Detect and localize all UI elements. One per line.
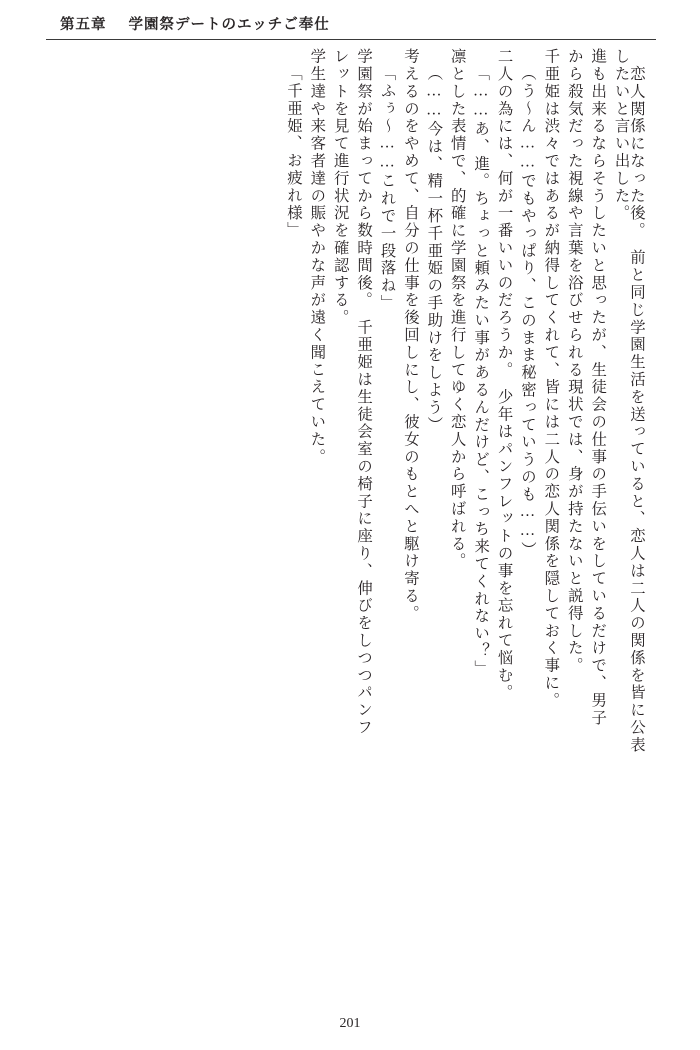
text-column: 凛とした表情で、的確に学園祭を進行してゆく恋人から呼ばれる。 (448, 48, 466, 570)
text-column: 学生達や来客者達の賑やかな声が遠く聞こえていた。 (308, 48, 326, 466)
running-header-text (60, 13, 330, 34)
page-number: 201 (339, 1016, 361, 1031)
text-column: 「……あ、進。ちょっと頼みたい事があるんだけど、こっち来てくれない？」 (472, 65, 490, 678)
text-column: 千亜姫は渋々ではあるが納得してくれて、皆には二人の恋人関係を隠しておく事に。 (542, 48, 560, 710)
text-column: 進も出来るならそうしたいと思ったが、生徒会の仕事の手伝いをしているだけで、男子 (589, 48, 607, 727)
text-column: 学園祭が始まってから数時間後。 千亜姫は生徒会室の椅子に座り、伸びをしつつパンフ (355, 48, 373, 737)
running-header (46, 10, 656, 40)
chapter-label: 第五章 (60, 17, 107, 33)
text-column: 二人の為には、何が一番いいのだろうか。 少年はパンフレットの事を忘れて悩む。 (495, 48, 513, 702)
text-column: 「千亜姫、お疲れ様」 (284, 65, 302, 239)
text-column: レットを見て進行状況を確認する。 (331, 48, 349, 327)
text-column: （……今は、精一杯千亜姫の手助けをしよう） (425, 65, 443, 434)
text-column: （う〜ん……でもやっぱり、このまま秘密っていうのも……） (518, 65, 536, 559)
text-column: 「ふぅ〜……これで一段落ね」 (378, 65, 396, 312)
text-column: 考えるのをやめて、自分の仕事を後回しにし、彼女のもとへと駆け寄る。 (401, 48, 419, 623)
vertical-text-body (60, 48, 644, 988)
text-column: したいと言い出した。 (612, 48, 630, 222)
chapter-title: 学園祭デートのエッチご奉仕 (128, 17, 330, 33)
text-column: 恋人関係になった後。 前と同じ学園生活を送っていると、恋人は二人の関係を皆に公表 (628, 48, 645, 754)
text-column: から殺気だった視線や言葉を浴びせられる現状では、身が持たないと説得した。 (565, 48, 583, 675)
